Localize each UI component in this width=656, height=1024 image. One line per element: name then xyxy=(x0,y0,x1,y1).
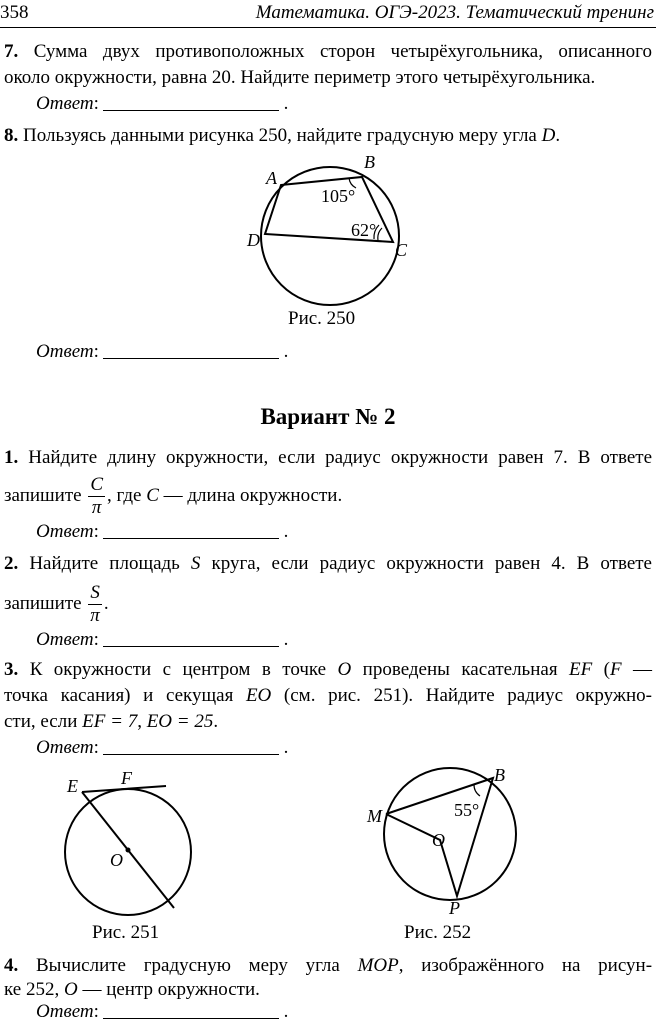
task-8-var: D xyxy=(541,125,556,146)
v1-var: C xyxy=(146,485,159,506)
v1-write: запишите xyxy=(4,485,87,506)
fig250-arc-C-1 xyxy=(378,228,382,240)
v1-rest-2: — длина окружности. xyxy=(158,485,343,506)
v3-t1d: — xyxy=(621,659,653,680)
fig252-angle-B: 55° xyxy=(454,800,480,820)
fig250-caption: Рис. 250 xyxy=(288,308,356,329)
answer-blank[interactable] xyxy=(103,340,279,359)
v4-t2a: ке 252, xyxy=(4,979,64,1000)
v2-text-1b: круга, если радиус окружности равен 4. В ответе xyxy=(200,553,652,574)
answer-label: Ответ xyxy=(36,521,94,542)
figure-251 xyxy=(56,764,206,924)
v3-t3c: . xyxy=(213,711,219,732)
answer-blank[interactable] xyxy=(103,92,279,111)
v4-t1a: Вычислите градусную меру угла xyxy=(36,955,358,976)
answer-blank[interactable] xyxy=(103,628,279,647)
fig251-caption: Рис. 251 xyxy=(92,922,160,943)
figure-252 xyxy=(360,760,530,920)
fig252-label-P: P xyxy=(449,898,460,918)
task-7-number: 7. xyxy=(4,41,19,62)
answer-label: Ответ xyxy=(36,93,94,114)
v3-t1b: проведены касательная xyxy=(351,659,569,680)
v4-line-1 xyxy=(4,954,652,978)
v2-fraction xyxy=(88,582,102,627)
v1-fraction xyxy=(88,474,105,519)
v2-write: запишите xyxy=(4,593,87,614)
fig251-label-E: E xyxy=(67,776,78,796)
v4-MOP: MOP xyxy=(357,955,399,976)
v3-answer: Ответ: . xyxy=(36,737,289,758)
v3-t3b: , xyxy=(137,711,147,732)
fig250-label-C: C xyxy=(395,240,408,260)
v3-t2a: точка касания) и секущая xyxy=(4,685,246,706)
page-number: 358 xyxy=(0,2,29,23)
v3-EO: EO xyxy=(245,685,272,706)
v3-cond-1: EF = 7 xyxy=(82,711,138,732)
answer-label: Ответ xyxy=(36,341,94,362)
v2-end: . xyxy=(103,593,109,614)
v4-t2b: — центр окружности. xyxy=(77,979,260,1000)
v2-answer: Ответ: . xyxy=(36,629,289,650)
task-8-text: Пользуясь данными рисунка 250, найдите градусную меру угла xyxy=(23,125,542,146)
v2-frac-num: S xyxy=(90,582,100,604)
task-7-answer: Ответ: . xyxy=(36,93,289,114)
answer-label: Ответ xyxy=(36,1001,94,1022)
v3-cond-2: EO = 25 xyxy=(146,711,214,732)
v3-t1c: ( xyxy=(592,659,610,680)
v1-frac-den: π xyxy=(91,497,102,519)
v1-rest: , где xyxy=(107,485,147,506)
v1-number: 1. xyxy=(4,447,19,468)
v1-line-1 xyxy=(4,446,652,470)
task-7-line-1 xyxy=(4,40,652,64)
fig252-arc-B xyxy=(474,784,480,796)
fig252-label-M: M xyxy=(367,806,382,826)
task-8-answer: Ответ: . xyxy=(36,341,289,362)
fig252-label-O: O xyxy=(432,830,445,850)
task-7-text-2: около окружности, равна 20. Найдите периметр этого четырёхугольника. xyxy=(4,67,596,88)
v3-number: 3. xyxy=(4,659,19,680)
fig250-angle-B: 105° xyxy=(321,186,356,206)
fig252-circle xyxy=(384,768,516,900)
fig251-label-F: F xyxy=(121,768,132,788)
task-8-number: 8. xyxy=(4,125,19,146)
v3-line-1 xyxy=(4,658,652,682)
answer-blank[interactable] xyxy=(103,736,279,755)
v3-O: O xyxy=(337,659,352,680)
task-8-end: . xyxy=(555,125,561,146)
v3-F: F xyxy=(609,659,622,680)
variant-title: Вариант № 2 xyxy=(260,404,396,429)
v1-frac-num: C xyxy=(90,474,103,496)
v4-O: O xyxy=(63,979,78,1000)
fig251-label-O: O xyxy=(110,850,123,870)
fig250-label-A: A xyxy=(266,168,277,188)
answer-label: Ответ xyxy=(36,629,94,650)
v2-line-2 xyxy=(4,580,652,628)
fig252-label-B: B xyxy=(494,765,505,785)
task-7-text-1: Сумма двух противоположных сторон четырёхугольника, описанного xyxy=(33,41,653,62)
task-7-line-2 xyxy=(4,66,652,90)
v3-t1a: К окружности с центром в точке xyxy=(29,659,338,680)
v3-line-3 xyxy=(4,710,652,734)
fig251-center-dot xyxy=(126,848,131,853)
fig250-label-D: D xyxy=(247,230,260,250)
v1-line-2 xyxy=(4,472,652,520)
v1-answer: Ответ: . xyxy=(36,521,289,542)
answer-blank[interactable] xyxy=(103,1000,279,1019)
v2-frac-den: π xyxy=(90,605,100,627)
task-8-line xyxy=(4,124,652,148)
fig252-caption: Рис. 252 xyxy=(404,922,472,943)
page-header xyxy=(0,0,656,26)
v3-t2b: (см. рис. 251). Найдите радиус окружно- xyxy=(271,685,652,706)
v3-EF: EF xyxy=(569,659,593,680)
v4-line-2 xyxy=(4,978,652,1002)
figure-250 xyxy=(230,150,430,310)
fig250-label-B: B xyxy=(364,152,375,172)
fig250-angle-C: 62° xyxy=(351,220,377,240)
v3-t3a: сти, если xyxy=(4,711,83,732)
answer-label: Ответ xyxy=(36,737,94,758)
v4-t1b: , изображённого на рисун- xyxy=(398,955,653,976)
header-rule xyxy=(0,27,656,28)
v4-number: 4. xyxy=(4,955,19,976)
running-title: Математика. ОГЭ-2023. Тематический тренинг xyxy=(255,2,654,23)
v2-line-1 xyxy=(4,552,652,576)
v2-var: S xyxy=(190,553,201,574)
v3-line-2 xyxy=(4,684,652,708)
answer-blank[interactable] xyxy=(103,520,279,539)
v1-text-1: Найдите длину окружности, если радиус окружности равен 7. В ответе xyxy=(28,447,653,468)
v2-text-1a: Найдите площадь xyxy=(29,553,191,574)
v2-number: 2. xyxy=(4,553,19,574)
v4-answer: Ответ: . xyxy=(36,1001,289,1022)
